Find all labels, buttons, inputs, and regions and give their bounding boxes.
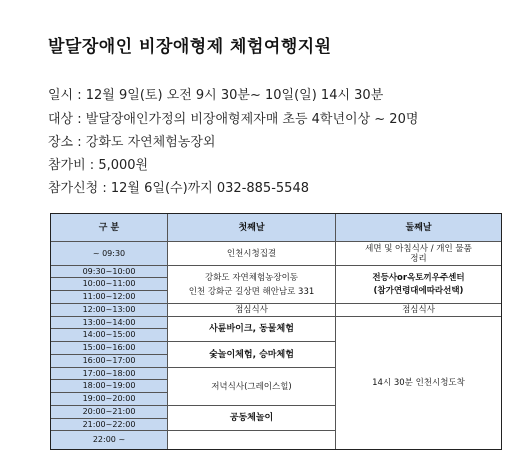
day1-gather: 인천시청집결: [168, 242, 336, 266]
schedule-table: [50, 213, 502, 450]
time-slot: ~ 09:30: [51, 242, 168, 266]
time-slot: 18:00~19:00: [51, 380, 168, 393]
day1-play: 공동체놀이: [168, 406, 336, 431]
day1-mud: 숯놀이체험, 승마체험: [168, 342, 336, 368]
time-slot: 11:00~12:00: [51, 291, 168, 304]
time-slot: 14:00~15:00: [51, 329, 168, 342]
day1-farm-line2: 인천 강화군 길상면 해안남로 331: [188, 286, 315, 297]
day2-arrive: 14시 30분 인천시청도착: [372, 378, 465, 388]
day1-lunch: 점심식사: [168, 304, 336, 317]
header-day1: 첫째날: [168, 214, 336, 242]
day2-temple-line1: 전등사or옥토끼우주센터: [372, 273, 465, 283]
time-slot: 16:00~17:00: [51, 355, 168, 368]
header-day2: 둘째날: [336, 214, 501, 242]
day2-temple-line2: (참가연령대에따라선택): [373, 286, 464, 296]
header-category: 구 분: [51, 214, 168, 242]
time-slot: 19:00~20:00: [51, 393, 168, 406]
time-slot: 13:00~14:00: [51, 317, 168, 329]
info-target: 대상 : 발달장애인가정의 비장애형제자매 초등 4학년이상 ~ 20명: [48, 112, 419, 127]
day1-farm-move: [168, 266, 336, 304]
day2-wash-line2: 정리: [410, 253, 427, 264]
time-slot: 20:00~21:00: [51, 406, 168, 419]
info-place: 장소 : 강화도 자연체험농장외: [48, 135, 216, 150]
day2-wash-line1: 세면 및 아침식사 / 개인 물품: [365, 243, 472, 254]
day1-bike: 사륜바이크, 동물체험: [168, 317, 336, 342]
time-slot: 15:00~16:00: [51, 342, 168, 355]
day1-empty: [168, 431, 336, 449]
day2-temple: [336, 266, 501, 304]
time-slot: 12:00~13:00: [51, 304, 168, 317]
day2-lunch: 점심식사: [336, 304, 501, 317]
day2-wash: [336, 242, 501, 266]
page-title: 발달장애인 비장애형제 체험여행지원: [48, 37, 332, 57]
time-slot: 10:00~11:00: [51, 278, 168, 291]
time-slot: 22:00 ~: [51, 431, 168, 449]
day1-dinner: 저녁식사(그레이스힐): [168, 368, 336, 406]
time-slot: 09:30~10:00: [51, 266, 168, 278]
day1-farm-line1: 강화도 자연체험농장이동: [204, 272, 299, 283]
info-apply: 참가신청 : 12월 6일(수)까지 032-885-5548: [48, 181, 309, 196]
time-slot: 17:00~18:00: [51, 368, 168, 380]
info-fee: 참가비 : 5,000원: [48, 158, 149, 173]
time-slot: 21:00~22:00: [51, 419, 168, 431]
info-schedule: 일시 : 12월 9일(토) 오전 9시 30분~ 10일(일) 14시 30분: [48, 88, 384, 103]
